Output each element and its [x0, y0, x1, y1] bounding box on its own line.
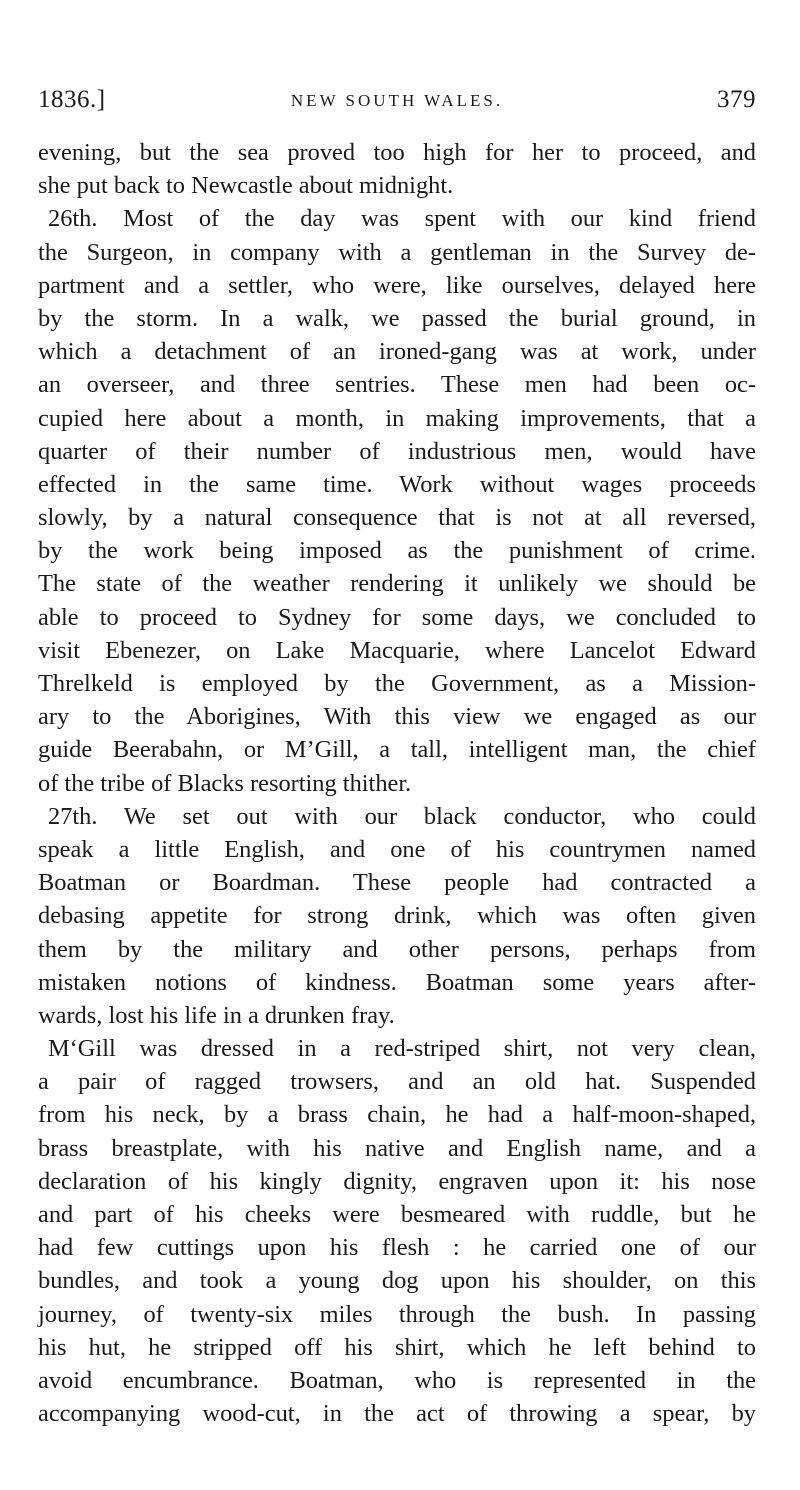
text-line: an overseer, and three sentries. These men had been oc-: [38, 371, 756, 399]
text-line: by the work being imposed as the punishment of crime.: [38, 537, 756, 565]
text-line: The state of the weather rendering it unlikely we should be: [38, 570, 756, 598]
text-line: wards, lost his life in a drunken fray.: [38, 1001, 395, 1029]
text-line: by the storm. In a walk, we passed the burial ground, in: [38, 304, 756, 332]
text-line: slowly, by a natural consequence that is not at all reversed,: [38, 504, 756, 532]
body-text: [38, 136, 756, 1430]
text-line: accompanying wood-cut, in the act of throwing a spear, by: [38, 1400, 756, 1428]
text-line: 27th. We set out with our black conductor, who could: [48, 802, 756, 830]
text-line: guide Beerabahn, or M’Gill, a tall, intelligent man, the chief: [38, 736, 756, 764]
text-line: his hut, he stripped off his shirt, which he left behind to: [38, 1333, 756, 1361]
text-line: had few cuttings upon his flesh : he carried one of our: [38, 1234, 756, 1262]
text-line: which a detachment of an ironed-gang was at work, under: [38, 338, 756, 366]
text-line: bundles, and took a young dog upon his shoulder, on this: [38, 1267, 756, 1295]
text-line: avoid encumbrance. Boatman, who is represented in the: [38, 1366, 756, 1394]
text-line: ary to the Aborigines, With this view we engaged as our: [38, 703, 756, 731]
text-line: from his neck, by a brass chain, he had a half-moon-shaped,: [38, 1101, 756, 1129]
text-line: cupied here about a month, in making improvements, that a: [38, 404, 756, 432]
running-head: [38, 86, 756, 116]
text-line: the Surgeon, in company with a gentleman in the Survey de-: [38, 238, 756, 266]
text-line: of the tribe of Blacks resorting thither.: [38, 769, 412, 797]
text-line: a pair of ragged trowsers, and an old hat. Suspended: [38, 1068, 756, 1096]
text-line: declaration of his kingly dignity, engraven upon it: his nose: [38, 1167, 756, 1195]
book-page: [38, 0, 756, 1490]
text-line: speak a little English, and one of his countrymen named: [38, 835, 756, 863]
text-line: debasing appetite for strong drink, which was often given: [38, 902, 756, 930]
text-line: effected in the same time. Work without wages proceeds: [38, 470, 756, 498]
text-line: mistaken notions of kindness. Boatman some years after-: [38, 968, 756, 996]
text-line: Boatman or Boardman. These people had contracted a: [38, 869, 756, 897]
text-line: M‘Gill was dressed in a red-striped shirt, not very clean,: [48, 1035, 756, 1063]
text-line: visit Ebenezer, on Lake Macquarie, where Lancelot Edward: [38, 636, 756, 664]
text-line: quarter of their number of industrious men, would have: [38, 437, 756, 465]
text-line: Threlkeld is employed by the Government, as a Mission-: [38, 670, 756, 697]
text-line: partment and a settler, who were, like ourselves, delayed here: [38, 271, 756, 299]
text-line: brass breastplate, with his native and English name, and a: [38, 1134, 756, 1162]
header-year: 1836.]: [38, 86, 106, 113]
page-number: 379: [717, 86, 756, 113]
text-line: 26th. Most of the day was spent with our kind friend: [48, 205, 756, 233]
text-line: them by the military and other persons, perhaps from: [38, 935, 756, 963]
header-title: NEW SOUTH WALES.: [290, 91, 504, 110]
text-line: evening, but the sea proved too high for her to proceed, and: [38, 139, 756, 166]
text-line: she put back to Newcastle about midnight.: [38, 172, 454, 200]
text-line: and part of his cheeks were besmeared with ruddle, but he: [38, 1201, 756, 1228]
text-line: journey, of twenty-six miles through the bush. In passing: [38, 1300, 756, 1328]
text-line: able to proceed to Sydney for some days, we concluded to: [38, 603, 756, 631]
